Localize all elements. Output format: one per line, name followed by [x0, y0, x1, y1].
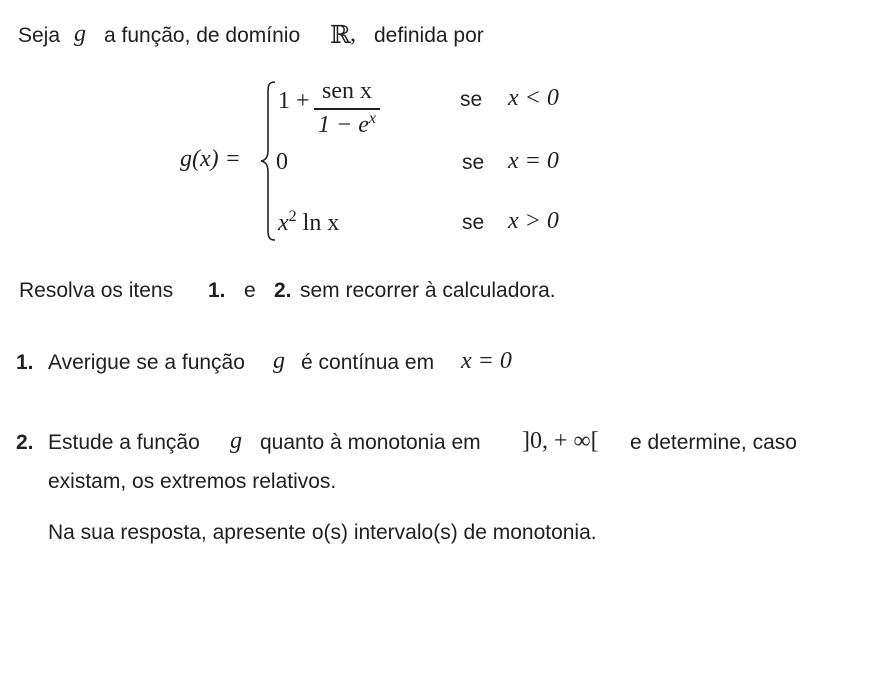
question2-line2: existam, os extremos relativos. [48, 470, 337, 493]
instruction-e: e [244, 279, 256, 302]
instruction-text-a: Resolva os itens [19, 279, 174, 302]
instruction-item2: 2. [274, 279, 292, 302]
question2-text-b: quanto à monotonia em [260, 431, 481, 454]
case1-denominator-exp: x [368, 110, 376, 127]
instruction-text-b: sem recorrer à calculadora. [300, 279, 556, 302]
case3-rest: ln x [296, 210, 340, 236]
case3-exp: 2 [288, 208, 297, 225]
intro-text-a: Seja [18, 24, 61, 47]
function-lhs: g(x) = [180, 146, 241, 172]
question2-number: 2. [16, 431, 34, 454]
instruction-item1: 1. [208, 279, 226, 302]
case1-one-plus: 1 + [278, 88, 310, 114]
function-g: g [74, 21, 86, 47]
case1-numerator: sen x [322, 78, 372, 104]
case3-expression [278, 208, 339, 237]
intro-text-c: definida por [374, 24, 484, 47]
intro-text-b: a função, de domínio [104, 24, 301, 47]
case3-x: x [278, 210, 289, 236]
case3-condition: x > 0 [508, 208, 559, 234]
case1-se: se [460, 88, 483, 111]
question1-number: 1. [16, 351, 34, 374]
intro-comma: , [350, 21, 356, 47]
case1-denominator [312, 110, 382, 139]
case3-se: se [462, 211, 485, 234]
case1-condition: x < 0 [508, 85, 559, 111]
case2-condition: x = 0 [508, 148, 559, 174]
function-g: g [230, 428, 242, 454]
question2-note: Na sua resposta, apresente o(s) intervalo(s) de monotonia. [48, 521, 597, 544]
case2-value: 0 [276, 149, 288, 175]
function-g: g [273, 348, 285, 374]
question2-interval: ]0, + ∞[ [522, 428, 599, 454]
domain-symbol: ℝ [330, 20, 351, 49]
question2-text-a: Estude a função [48, 431, 200, 454]
question2-text-c: e determine, caso [630, 431, 797, 454]
case2-se: se [462, 151, 485, 174]
question1-condition: x = 0 [461, 348, 512, 374]
question1-text-a: Averigue se a função [48, 351, 245, 374]
question1-text-b: é contínua em [301, 351, 435, 374]
case1-denominator-base: 1 − e [318, 112, 369, 138]
